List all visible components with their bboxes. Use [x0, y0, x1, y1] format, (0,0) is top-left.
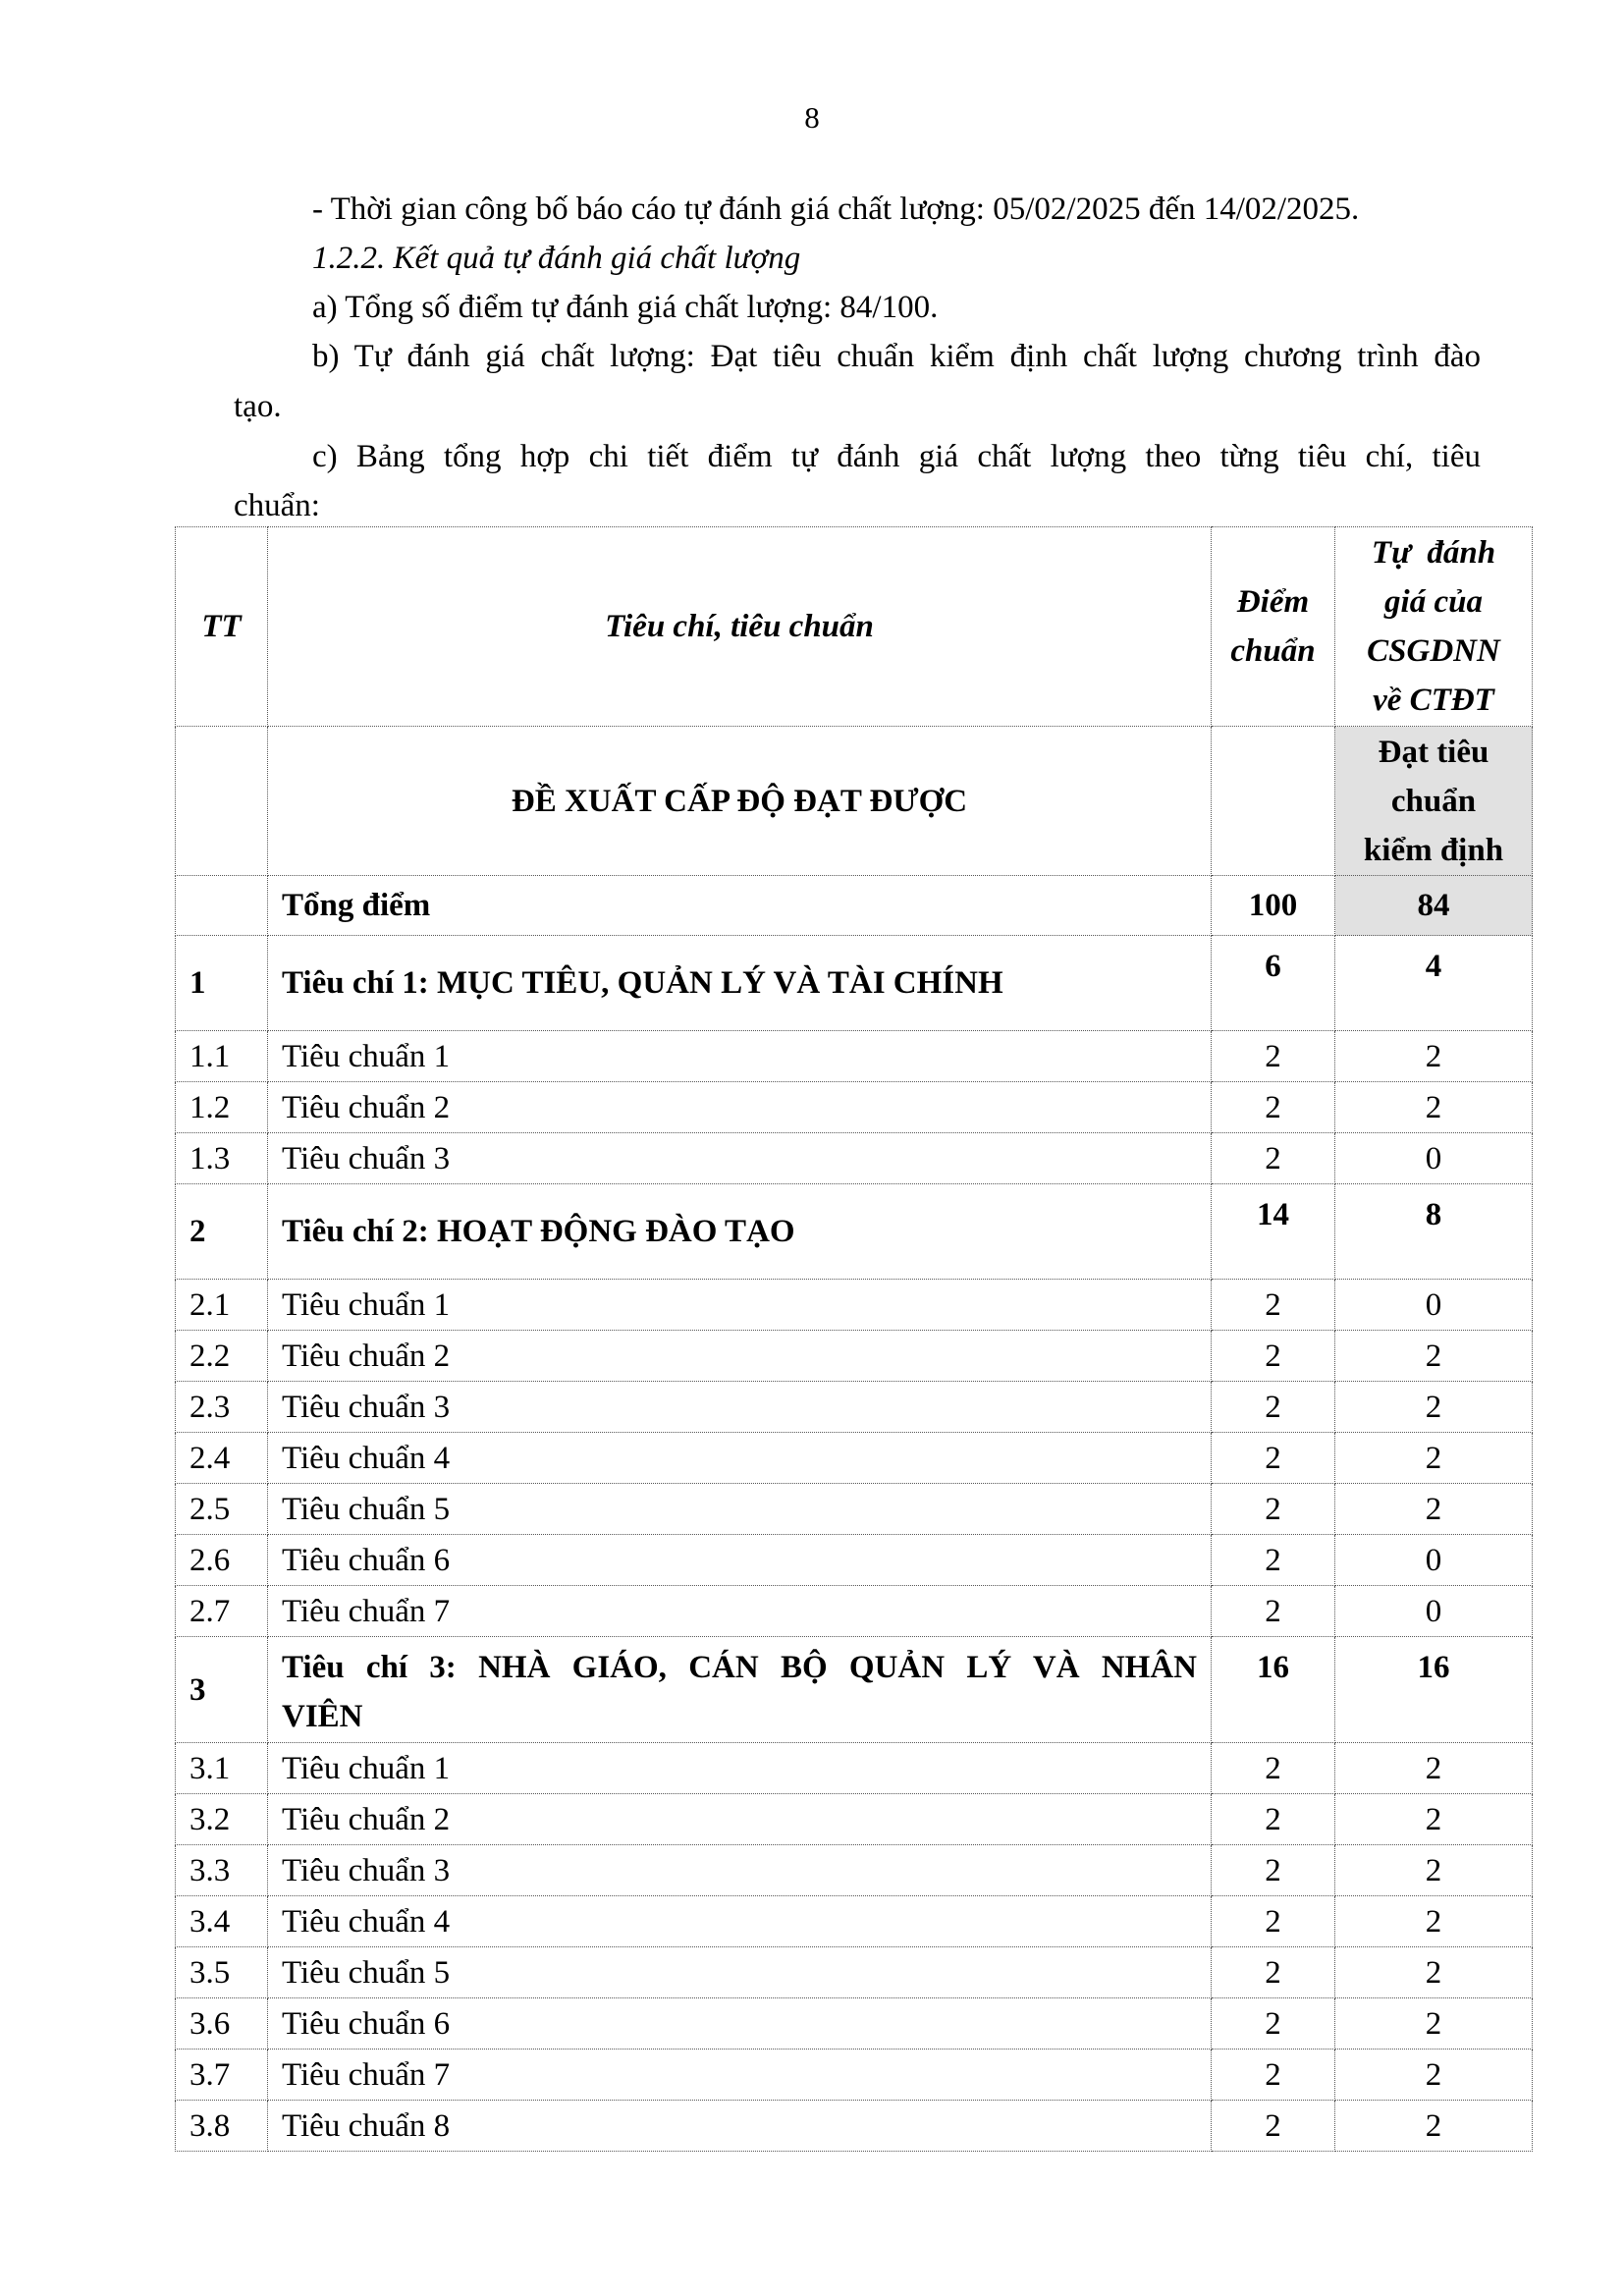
- row-name: Tiêu chuẩn 4: [268, 1433, 1212, 1484]
- header-row: [176, 527, 1533, 727]
- proposal-standard: [1212, 727, 1335, 876]
- row-self: 2: [1335, 1896, 1533, 1947]
- item-b-text: b) Tự đánh giá chất lượng: Đạt tiêu chuẩn kiểm định chất lượng chương trình đào: [312, 339, 1481, 374]
- table-row: [176, 2101, 1533, 2152]
- item-c-text: c) Bảng tổng hợp chi tiết điểm tự đánh giá chất lượng theo từng tiêu chí, tiêu: [312, 439, 1481, 474]
- header-standard-score: [1212, 527, 1335, 727]
- table-row: [176, 1998, 1533, 2050]
- row-standard: 2: [1212, 1331, 1335, 1382]
- row-name: Tiêu chuẩn 7: [268, 2050, 1212, 2101]
- row-standard: 2: [1212, 1280, 1335, 1331]
- row-name: Tiêu chuẩn 4: [268, 1896, 1212, 1947]
- row-self: 2: [1335, 1947, 1533, 1998]
- header-self-eval-line2: giá của: [1384, 584, 1483, 620]
- row-standard: 2: [1212, 1535, 1335, 1586]
- total-standard: 100: [1212, 876, 1335, 936]
- table-row: [176, 1382, 1533, 1433]
- total-label: Tổng điểm: [268, 876, 1212, 936]
- criterion-name-line1: Tiêu chí 3: NHÀ GIÁO, CÁN BỘ QUẢN LÝ VÀ NHÂN: [282, 1650, 1197, 1685]
- table-row: [176, 1845, 1533, 1896]
- header-self-eval-line1: Tự đánh: [1371, 535, 1496, 571]
- row-tt: 1.1: [176, 1031, 268, 1082]
- row-self: 0: [1335, 1535, 1533, 1586]
- row-tt: 2.7: [176, 1586, 268, 1637]
- proposal-result-line3: kiểm định: [1363, 832, 1504, 868]
- header-standard-score-line1: Điểm: [1236, 584, 1310, 620]
- header-self-eval-line3: CSGDNN: [1367, 633, 1500, 669]
- table-row: [176, 1133, 1533, 1184]
- row-name: Tiêu chuẩn 3: [268, 1845, 1212, 1896]
- score-table: [175, 526, 1533, 2152]
- criterion-standard: 14: [1212, 1184, 1335, 1280]
- row-name: Tiêu chuẩn 1: [268, 1280, 1212, 1331]
- row-name: Tiêu chuẩn 1: [268, 1031, 1212, 1082]
- row-standard: 2: [1212, 1082, 1335, 1133]
- table-row: [176, 1484, 1533, 1535]
- row-standard: 2: [1212, 1586, 1335, 1637]
- row-self: 2: [1335, 1845, 1533, 1896]
- table-row: [176, 1082, 1533, 1133]
- row-standard: 2: [1212, 1845, 1335, 1896]
- row-name: Tiêu chuẩn 3: [268, 1382, 1212, 1433]
- proposal-label: ĐỀ XUẤT CẤP ĐỘ ĐẠT ĐƯỢC: [268, 727, 1212, 876]
- row-standard: 2: [1212, 1484, 1335, 1535]
- row-tt: 3.1: [176, 1743, 268, 1794]
- row-standard: 2: [1212, 1433, 1335, 1484]
- criterion-tt: 1: [176, 936, 268, 1031]
- header-criteria: Tiêu chí, tiêu chuẩn: [268, 527, 1212, 727]
- item-b-continuation: tạo.: [234, 389, 282, 424]
- row-standard: 2: [1212, 2050, 1335, 2101]
- table-row: [176, 1331, 1533, 1382]
- criterion-name: [268, 1637, 1212, 1743]
- row-tt: 2.1: [176, 1280, 268, 1331]
- proposal-result-line1: Đạt tiêu: [1378, 734, 1489, 770]
- row-name: Tiêu chuẩn 2: [268, 1331, 1212, 1382]
- row-tt: 3.6: [176, 1998, 268, 2050]
- row-standard: 2: [1212, 1794, 1335, 1845]
- row-self: 2: [1335, 1794, 1533, 1845]
- row-tt: 2.6: [176, 1535, 268, 1586]
- row-standard: 2: [1212, 1382, 1335, 1433]
- criterion-self: 4: [1335, 936, 1533, 1031]
- row-self: 2: [1335, 1433, 1533, 1484]
- row-self: 2: [1335, 1743, 1533, 1794]
- proposal-row: [176, 727, 1533, 876]
- criterion-tt: 3: [176, 1637, 268, 1743]
- row-self: 0: [1335, 1586, 1533, 1637]
- criterion-name-line2: VIÊN: [282, 1699, 363, 1734]
- row-tt: 3.4: [176, 1896, 268, 1947]
- header-tt: TT: [176, 527, 268, 727]
- row-self: 2: [1335, 1382, 1533, 1433]
- row-standard: 2: [1212, 1133, 1335, 1184]
- proposal-result-line2: chuẩn: [1390, 783, 1477, 819]
- total-self: 84: [1335, 876, 1533, 936]
- table-row: [176, 1280, 1533, 1331]
- criterion-self: 16: [1335, 1637, 1533, 1743]
- row-standard: 2: [1212, 1998, 1335, 2050]
- row-self: 2: [1335, 1998, 1533, 2050]
- header-standard-score-line2: chuẩn: [1230, 633, 1316, 669]
- row-self: 2: [1335, 2050, 1533, 2101]
- section-heading: 1.2.2. Kết quả tự đánh giá chất lượng: [312, 241, 801, 276]
- row-name: Tiêu chuẩn 8: [268, 2101, 1212, 2152]
- table-row: [176, 1947, 1533, 1998]
- table-row: [176, 1896, 1533, 1947]
- row-standard: 2: [1212, 1743, 1335, 1794]
- criterion-tt: 2: [176, 1184, 268, 1280]
- row-tt: 3.3: [176, 1845, 268, 1896]
- table-row: [176, 2050, 1533, 2101]
- page-number: 8: [804, 100, 820, 135]
- header-self-eval: [1335, 527, 1533, 727]
- header-self-eval-line4: về CTĐT: [1373, 683, 1494, 718]
- table-row: [176, 1586, 1533, 1637]
- row-name: Tiêu chuẩn 3: [268, 1133, 1212, 1184]
- row-standard: 2: [1212, 2101, 1335, 2152]
- table-row: [176, 1743, 1533, 1794]
- criterion-name: Tiêu chí 2: HOẠT ĐỘNG ĐÀO TẠO: [268, 1184, 1212, 1280]
- row-self: 2: [1335, 1331, 1533, 1382]
- item-a-text: a) Tổng số điểm tự đánh giá chất lượng: 84/100.: [312, 290, 939, 325]
- total-row: [176, 876, 1533, 936]
- criterion-name: Tiêu chí 1: MỤC TIÊU, QUẢN LÝ VÀ TÀI CHÍNH: [268, 936, 1212, 1031]
- row-tt: 2.5: [176, 1484, 268, 1535]
- row-self: 0: [1335, 1133, 1533, 1184]
- publish-time-text: - Thời gian công bố báo cáo tự đánh giá chất lượng: 05/02/2025 đến 14/02/2025.: [312, 191, 1360, 227]
- row-self: 2: [1335, 1082, 1533, 1133]
- row-self: 2: [1335, 1484, 1533, 1535]
- table-row: [176, 1031, 1533, 1082]
- row-tt: 3.7: [176, 2050, 268, 2101]
- criterion-standard: 6: [1212, 936, 1335, 1031]
- row-standard: 2: [1212, 1896, 1335, 1947]
- row-self: 0: [1335, 1280, 1533, 1331]
- item-c-continuation: chuẩn:: [234, 488, 320, 523]
- criterion-row: [176, 936, 1533, 1031]
- row-tt: 2.2: [176, 1331, 268, 1382]
- table-row: [176, 1535, 1533, 1586]
- row-self: 2: [1335, 1031, 1533, 1082]
- row-name: Tiêu chuẩn 7: [268, 1586, 1212, 1637]
- row-tt: 3.2: [176, 1794, 268, 1845]
- table-row: [176, 1433, 1533, 1484]
- row-tt: 1.2: [176, 1082, 268, 1133]
- criterion-row: [176, 1184, 1533, 1280]
- proposal-result: [1335, 727, 1533, 876]
- row-name: Tiêu chuẩn 2: [268, 1082, 1212, 1133]
- row-name: Tiêu chuẩn 5: [268, 1484, 1212, 1535]
- proposal-tt: [176, 727, 268, 876]
- table-row: [176, 1794, 1533, 1845]
- row-standard: 2: [1212, 1947, 1335, 1998]
- row-tt: 1.3: [176, 1133, 268, 1184]
- row-standard: 2: [1212, 1031, 1335, 1082]
- criterion-standard: 16: [1212, 1637, 1335, 1743]
- row-tt: 2.4: [176, 1433, 268, 1484]
- row-tt: 3.5: [176, 1947, 268, 1998]
- row-tt: 2.3: [176, 1382, 268, 1433]
- criterion-row: [176, 1637, 1533, 1743]
- total-tt: [176, 876, 268, 936]
- row-name: Tiêu chuẩn 5: [268, 1947, 1212, 1998]
- row-name: Tiêu chuẩn 6: [268, 1535, 1212, 1586]
- row-name: Tiêu chuẩn 1: [268, 1743, 1212, 1794]
- row-name: Tiêu chuẩn 6: [268, 1998, 1212, 2050]
- criterion-self: 8: [1335, 1184, 1533, 1280]
- row-self: 2: [1335, 2101, 1533, 2152]
- row-tt: 3.8: [176, 2101, 268, 2152]
- row-name: Tiêu chuẩn 2: [268, 1794, 1212, 1845]
